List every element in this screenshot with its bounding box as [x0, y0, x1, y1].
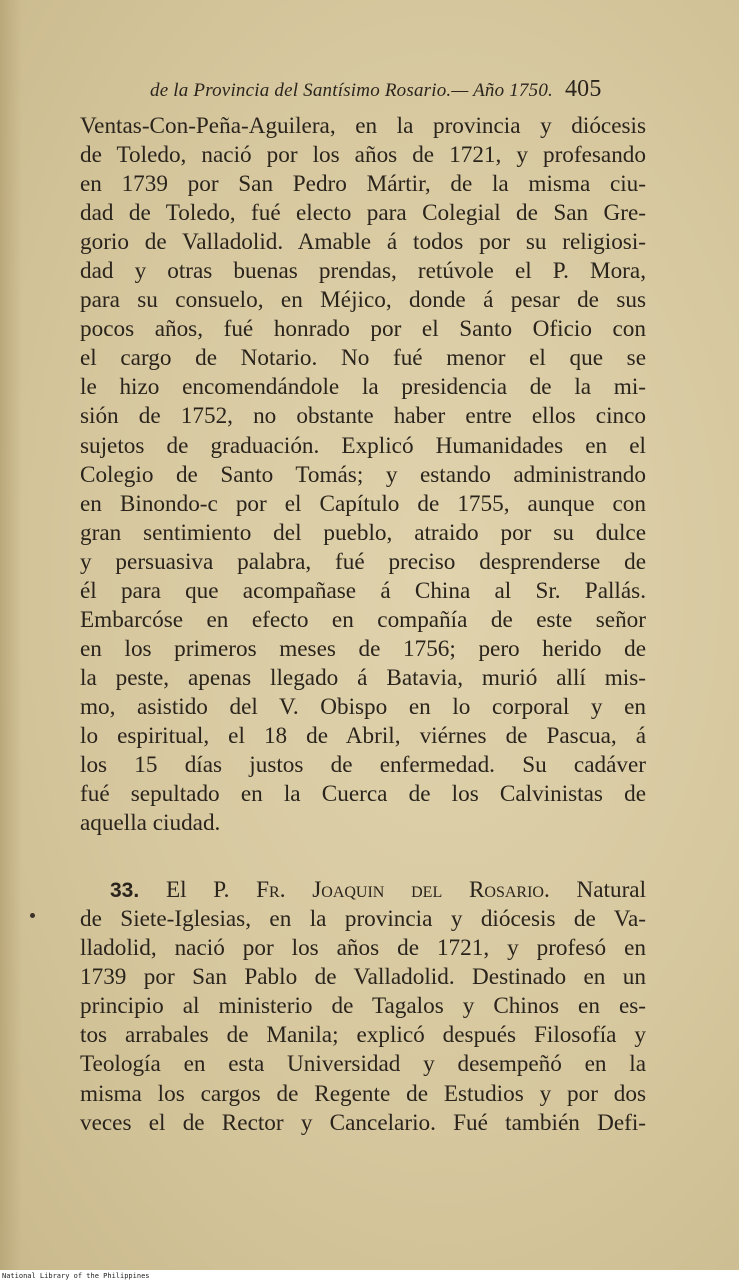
entry-first-line-tail: Natural — [576, 877, 647, 904]
text-line: principio al ministerio de Tagalos y Chinos en es- — [80, 993, 646, 1020]
entry-name-prefix: El P. — [165, 877, 257, 904]
text-line: Teología en esta Universidad y desempeñó en la — [80, 1051, 646, 1078]
body-text — [80, 112, 646, 1138]
entry-name-del: del — [411, 877, 443, 904]
text-line: dad y otras buenas prendas, retúvole el P. Mora, — [80, 258, 646, 285]
text-line: de Toledo, nació por los años de 1721, y profesando — [80, 142, 646, 169]
entry-name-joaquin: Joaquin — [312, 877, 385, 904]
text-line: aquella ciudad. — [80, 810, 221, 837]
text-line: Ventas-Con-Peña-Aguilera, en la provincia y diócesis — [80, 113, 646, 139]
page-number: 405 — [564, 76, 602, 102]
gutter-shadow — [0, 0, 22, 1270]
text-line: mo, asistido del V. Obispo en lo corporal y en — [80, 693, 646, 720]
entry-number: 33. — [110, 879, 140, 903]
text-line: 1739 por San Pablo de Valladolid. Destinado en un — [80, 964, 646, 991]
text-line: gran sentimiento del pueblo, atraido por su dulce — [80, 519, 646, 546]
text-line: tos arrabales de Manila; explicó después Filosofía y — [80, 1022, 646, 1049]
entry-name-rosario: Rosario. — [468, 877, 550, 904]
running-head — [150, 76, 620, 103]
text-line: el cargo de Notario. No fué menor el que se — [80, 345, 646, 372]
text-line: en Binondo-c por el Capítulo de 1755, aunque con — [80, 490, 646, 517]
text-line: gorio de Valladolid. Amable á todos por su religiosi- — [80, 229, 646, 256]
text-line: pocos años, fué honrado por el Santo Oficio con — [80, 316, 646, 343]
text-line: veces el de Rector y Cancelario. Fué también Defi- — [80, 1109, 646, 1136]
text-line: para su consuelo, en Méjico, donde á pesar de sus — [80, 287, 646, 314]
text-line: dad de Toledo, fué electo para Colegial de San Gre- — [80, 200, 646, 227]
text-line: en los primeros meses de 1756; pero herido de — [80, 635, 646, 662]
scan-credit-strip — [0, 1270, 739, 1283]
entry-heading-line — [80, 876, 646, 905]
text-line: Embarcóse en efecto en compañía de este señor — [80, 606, 646, 633]
scan-credit: National Library of the Philippines — [2, 1272, 150, 1280]
text-line: sujetos de graduación. Explicó Humanidades en el — [80, 432, 646, 459]
running-title: de la Provincia del Santísimo Rosario.— Año 1750. — [150, 80, 553, 101]
text-line: de Siete-Iglesias, en la provincia y diócesis de Va- — [80, 906, 646, 933]
text-line: en 1739 por San Pedro Mártir, de la misma ciu- — [80, 171, 646, 198]
text-line: fué sepultado en la Cuerca de los Calvinistas de — [80, 781, 646, 808]
text-line: él para que acompañase á China al Sr. Pallás. — [80, 577, 646, 604]
text-line: la peste, apenas llegado á Batavia, murió allí mis- — [80, 664, 646, 691]
text-line: y persuasiva palabra, fué preciso desprenderse de — [80, 548, 646, 575]
paragraph-gap — [80, 838, 646, 876]
text-line: misma los cargos de Regente de Estudios y por dos — [80, 1080, 646, 1107]
text-line: le hizo encomendándole la presidencia de la mi- — [80, 374, 646, 401]
margin-dot — [30, 913, 35, 918]
text-line: lo espiritual, el 18 de Abril, viérnes de Pascua, á — [80, 722, 646, 749]
text-line: lladolid, nació por los años de 1721, y profesó en — [80, 935, 646, 962]
text-line: Colegio de Santo Tomás; y estando administrando — [80, 461, 646, 488]
text-line: sión de 1752, no obstante haber entre ellos cinco — [80, 403, 646, 430]
text-line: los 15 días justos de enfermedad. Su cadáver — [80, 752, 646, 779]
entry-name-fr: Fr. — [256, 877, 286, 904]
